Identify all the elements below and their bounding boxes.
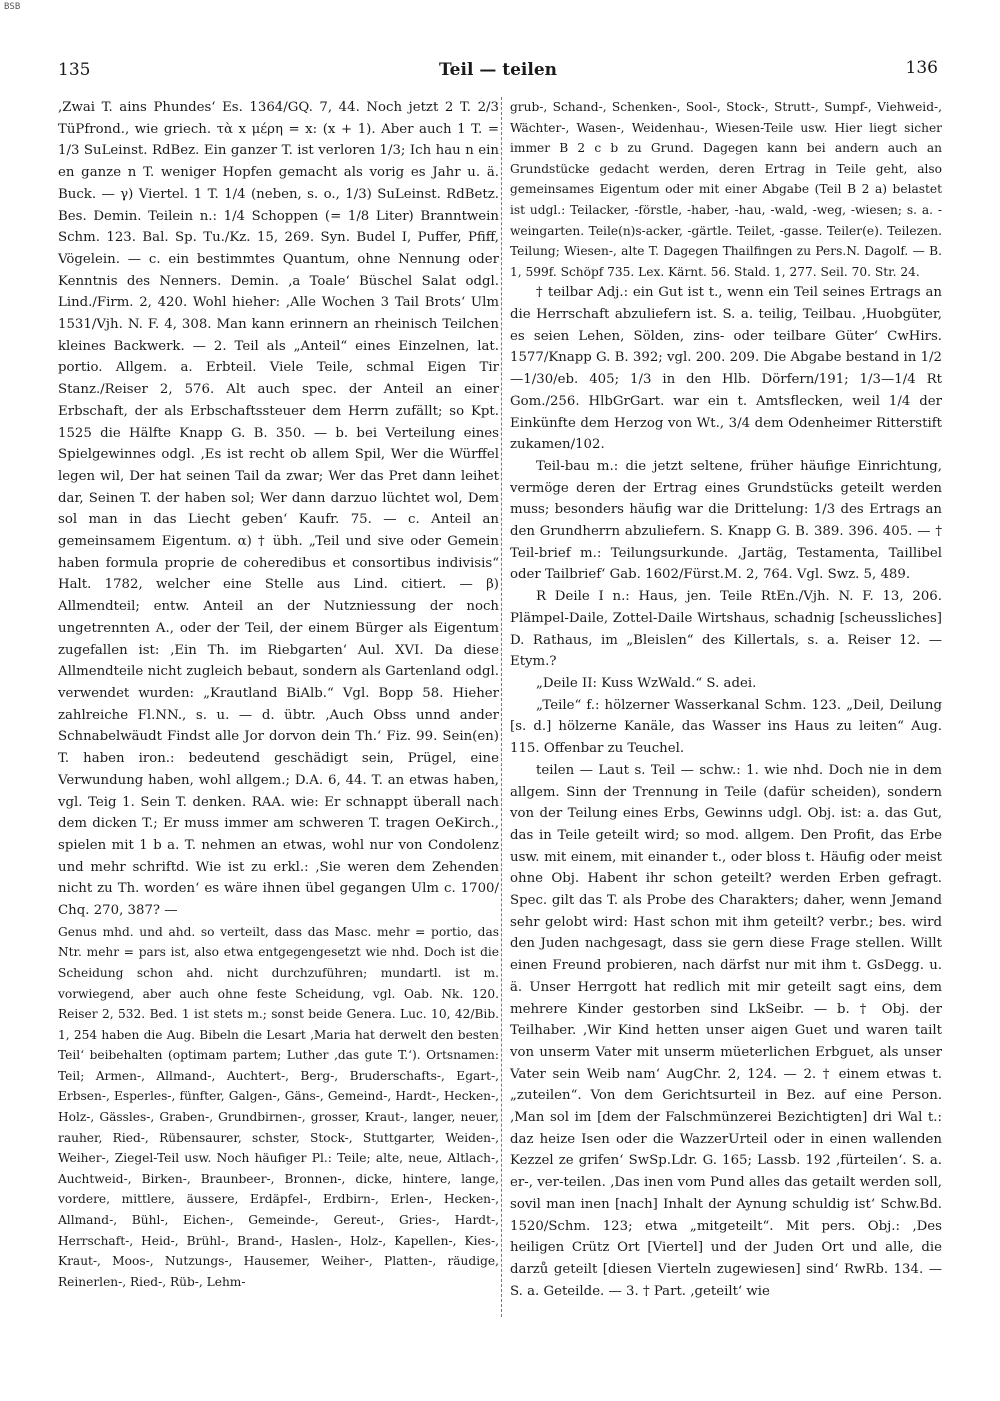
running-title: Teil — teilen (438, 60, 558, 80)
entry-teil-placenames-cont: grub-, Schand-, Schenken-, Sool-, Stock-, Strutt-, Sumpf-, Viehweid-, Wächter-, Wasen-, Weidenhau-, Wiesen-Teile usw. Hier liegt sicher immer B 2 c b zu Grund. Dagegen kann bei andern auch an Grundstücke gedacht werden, deren Ertrag in Teile geht, also gemeinsames Eigentum oder mit einer Abgabe (Teil B 2 a) belastet ist udgl.: Teilacker, -förstle, -haber, -hau, -wald, -weg, -wiesen; s. a. -weingarten. Teile(n)s-acker, -gärtle. Teilet, -gasse. Teiler(e). Teilezen. Teilung; Wiesen-, alte T. Dagegen Thailfingen zu Pers.N. Dagolf. — B. 1, 599f. Schöpf 735. Lex. Kärnt. 56. Stald. 1, 277. Seil. 70. Str. 24. (510, 100, 942, 279)
column-divider (501, 97, 502, 1317)
entry-deile-2: „Deile II: Kuss WzWald.“ S. adei. (536, 676, 757, 691)
entry-deile-1: R Deile I n.: Haus, jen. Teile RtEn./Vjh. N. F. 13, 206. Plämpel-Daile, Zottel-Daile Wirtshaus, schadnig [scheussliches] D. Rathaus, im „Bleislen“ des Killertals, s. a. Reiser 12. — Etym.? (510, 589, 942, 670)
page-number-left: 135 (58, 60, 91, 80)
entry-teile-f: „Teile“ f.: hölzerner Wasserkanal Schm. 123. „Deil, Deilung [s. d.] hölzerne Kanäle, das Wasser ins Haus zu leiten“ Aug. 115. Offenbar zu Teuchel. (510, 697, 942, 757)
entry-teil-senses: ,Zwai T. ains Phundes‘ Es. 1364/GQ. 7, 44. Noch jetzt 2 T. 2/3 TüPfrond., wie griech. τὰ x μέρη = x: (x + 1). Aber auch 1 T. = 1/3 SuLeinst. RdBez. Ein ganzer T. ist verloren 1/3; Ich hau n ein en ganze n T. weniger Hopfen gemacht als vorig es Jahr u. ä. Buck. — γ) Viertel. 1 T. 1/4 (neben, s. o., 1/3) SuLeinst. RdBetz. Bes. Demin. Teilein n.: 1/4 Schoppen (= 1/8 Liter) Branntwein Schm. 123. Bal. Sp. Tu./Kz. 15, 269. Syn. Budel I, Puffer, Pfiff, Vögelein. — c. ein bestimmtes Quantum, ohne Nennung oder Kenntnis des Nenners. Demin. ‚a Toale‘ Büschel Salat odgl. Lind./Firm. 2, 420. Wohl hieher: ‚Alle Wochen 3 Tail Brots‘ Ulm 1531/Vjh. N. F. 4, 308. Man kann erinnern an rheinisch Teilchen kleines Backwerk. — 2. Teil als „Anteil“ eines Einzelnen, lat. portio. Allgem. a. Erbteil. Viele Teile, schmal Eigen Tir Stanz./Reiser 2, 576. Alt auch spec. der Anteil an einer Erbschaft, der als Erbschaftssteuer dem Herrn zufällt; so Kpt. 1525 die Hälfte Knapp G. B. 350. — b. bei Verteilung eines Spielgewinnes odgl. ‚Es ist recht ob allem Spil, Wer die Würffel legen wil, Der hat seinen Tail da zwar; Wer das Pret dann leihet dar, Seinen T. der haben sol; Wer dann darzuo lüchtet wol, Dem sol man in das Liecht geben‘ Kaufr. 75. — c. Anteil an gemeinsamem Eigentum. α) † übh. „Teil und sive oder Gemein haben formula proprie de coheredibus et consortibus indivisis“ Halt. 1782, welcher eine Stelle aus Lind. citiert. — β) Allmendteil; entw. Anteil an der Nutzniessung der noch ungetrennten A., oder der Teil, der einem Bürger als Eigentum zugefallen ist: ‚Ein Th. im Riebgarten‘ Aul. XVI. Da diese Allmendteile nicht zugleich bebaut, sondern als Gartenland odgl. verwendet wurden: „Krautland BiAlb.“ Vgl. Bopp 58. Hieher zahlreiche Fl.NN., s. u. — d. übtr. ‚Auch Obss unnd ander Schnabelwäudt Findst alle Jor dorvon dein Th.‘ Fiz. 99. Sein(en) T. haben iron.: bedeutend geschädigt sein, Prügel, eine Verwundung haben, wohl allgem.; D.A. 6, 44. T. an etwas haben, vgl. Teig 1. Sein T. denken. RAA. wie: Er schnappt überall nach dem dicken T.; Er muss immer am schweren T. tragen OeKirch., spielen mit 1 b a. T. nehmen an etwas, wohl nur von Condolenz und mehr schriftd. Wie ist zu erkl.: ‚Sie weren dem Zehenden nicht zu Th. worden‘ es wäre ihnen übel gegangen Ulm c. 1700/ Chq. 270, 387? — (58, 100, 499, 919)
entry-teilbar: † teilbar Adj.: ein Gut ist t., wenn ein Teil seines Ertrags an die Herrschaft abzuliefern ist. S. a. teilig, Teilbau. ‚Huobgüter, es seien Lehen, Sölden, zins- oder teilbare Güter‘ CwHirs. 1577/Knapp G. B. 392; vgl. 200. 209. Die Abgabe bestand in 1/2—1/30/eb. 405; 1/3 in den Hlb. Dörfern/191; 1/3—1/4 Rt Gom./256. HlbGrGart. war ein t. Amtsflecken, weil 1/4 der Einkünfte dem Herzog von Wt., 3/4 dem Odenheimer Ritterstift zukamen/102. (510, 285, 942, 453)
left-column (58, 97, 499, 1292)
library-stamp: BSB (4, 2, 21, 12)
page-header (58, 58, 938, 86)
entry-teilen: teilen — Laut s. Teil — schw.: 1. wie nhd. Doch nie in dem allgem. Sinn der Trennung in Teile (dafür scheiden), sondern von der Teilung eines Erbs, Gewinns udgl. Obj. ist: a. das Gut, das in Teile geteilt wird; so mod. allgem. Den Profit, das Erbe usw. mit einem, mit einander t., oder bloss t. Häufig oder meist ohne Obj. Habent ihr schon geteilt? werden Erben gefragt. Spec. gilt das T. als Probe des Charakters; daher, wenn Jemand sehr gelobt wird: Hast schon mit ihm geteilt? verbr.; bes. wird den Juden nachgesagt, dass sie gern diese Frage stellen. Willt einen Freund probieren, nach därfst nur mit ihm t. GsDegg. u. ä. Unser Herrgott hat redlich mit mir geteilt sagt eins, dem mehrere Kinder gestorben sind LkSeibr. — b. † Obj. der Teilhaber. ‚Wir Kind hetten unser aigen Guet und waren tailt von unserm Vater mit unserm müeterlichen Erbguet, als unser Vater sein Weib nam‘ AugChr. 2, 124. — 2. † einem etwas t. „zuteilen“. Von dem Gerichtsurteil in Bez. auf eine Person. ‚Man sol im [dem der Falschmünzerei Bezichtigten] dri Wal t.: daz heize Isen oder die WazzerUrteil oder in einen wallenden Kezzel ze grifen‘ SwSp.Ldr. G. 165; Lassb. 192 ‚fürteilen‘. S. a. er-, ver-teilen. ‚Das inen vom Pund alles das getailt werden soll, sovil man inen [nach] Inhalt der Aynung schuldig ist‘ Schw.Bd. 1520/Schm. 123; etwa „mitgeteilt“. Mit pers. Obj.: ‚Des heiligen Crütz Ort [Viertel] und der Juden Ort und alle, die darzů geteilt [diesen Vierteln zugewiesen] sind‘ RwRb. 134. — S. a. Geteilde. — 3. † Part. ‚geteilt‘ wie (510, 762, 942, 1299)
page-number-right: 136 (905, 58, 938, 78)
entry-teil-etymology: Genus mhd. und ahd. so verteilt, dass das Masc. mehr = portio, das Ntr. mehr = pars ist, also etwa entgegengesetzt wie nhd. Doch ist die Scheidung schon ahd. nicht durchzuführen; mundartl. ist m. vorwiegend, aber auch ohne feste Scheidung, vgl. Oab. Nk. 120. Reiser 2, 532. Bed. 1 ist stets m.; sonst beide Genera. Luc. 10, 42/Bib. 1, 254 haben die Aug. Bibeln die Lesart ‚Maria hat derwelt den besten Teil‘ beibehalten (optimam partem; Luther ‚das gute T.‘). Ortsnamen: Teil; Armen-, Allmand-, Auchtert-, Berg-, Bruderschafts-, Egart-, Erbsen-, Esperles-, fünfter, Galgen-, Gäns-, Gemeind-, Hardt-, Hecken-, Holz-, Gässles-, Graben-, Grundbirnen-, grosser, Kraut-, langer, neuer, rauher, Ried-, Rübensaurer, schster, Stock-, Stuttgarter, Weiden-, Weiher-, Ziegel-Teil usw. Noch häufiger Pl.: Teile; alte, neue, Altlach-, Auchtweid-, Birken-, Braunbeer-, Bronnen-, dicke, hintere, lange, vordere, mittlere, äussere, Erdäpfel-, Erdbirn-, Erlen-, Hecken-, Allmand-, Bühl-, Eichen-, Gemeinde-, Gereut-, Gries-, Hardt-, Herrschaft-, Heid-, Brühl-, Brand-, Haslen-, Holz-, Kapellen-, Kies-, Kraut-, Moos-, Nutzungs-, Hausemer, Weiher-, Platten-, räudige, Reinerlen-, Ried-, Rüb-, Lehm- (58, 924, 499, 1289)
right-column (510, 97, 942, 1302)
entry-teilbau: Teil-bau m.: die jetzt seltene, früher häufige Einrichtung, vermöge deren der Ertrag eines Grundstücks geteilt werden muss; besonders häufig war die Drittelung: 1/3 des Ertrags an den Grundherrn abzuliefern. S. Knapp G. B. 389. 396. 405. — † Teil-brief m.: Teilungsurkunde. ‚Jartäg, Testamenta, Taillibel oder Tailbrief‘ Gab. 1602/Fürst.M. 2, 764. Vgl. Swz. 5, 489. (510, 458, 942, 583)
